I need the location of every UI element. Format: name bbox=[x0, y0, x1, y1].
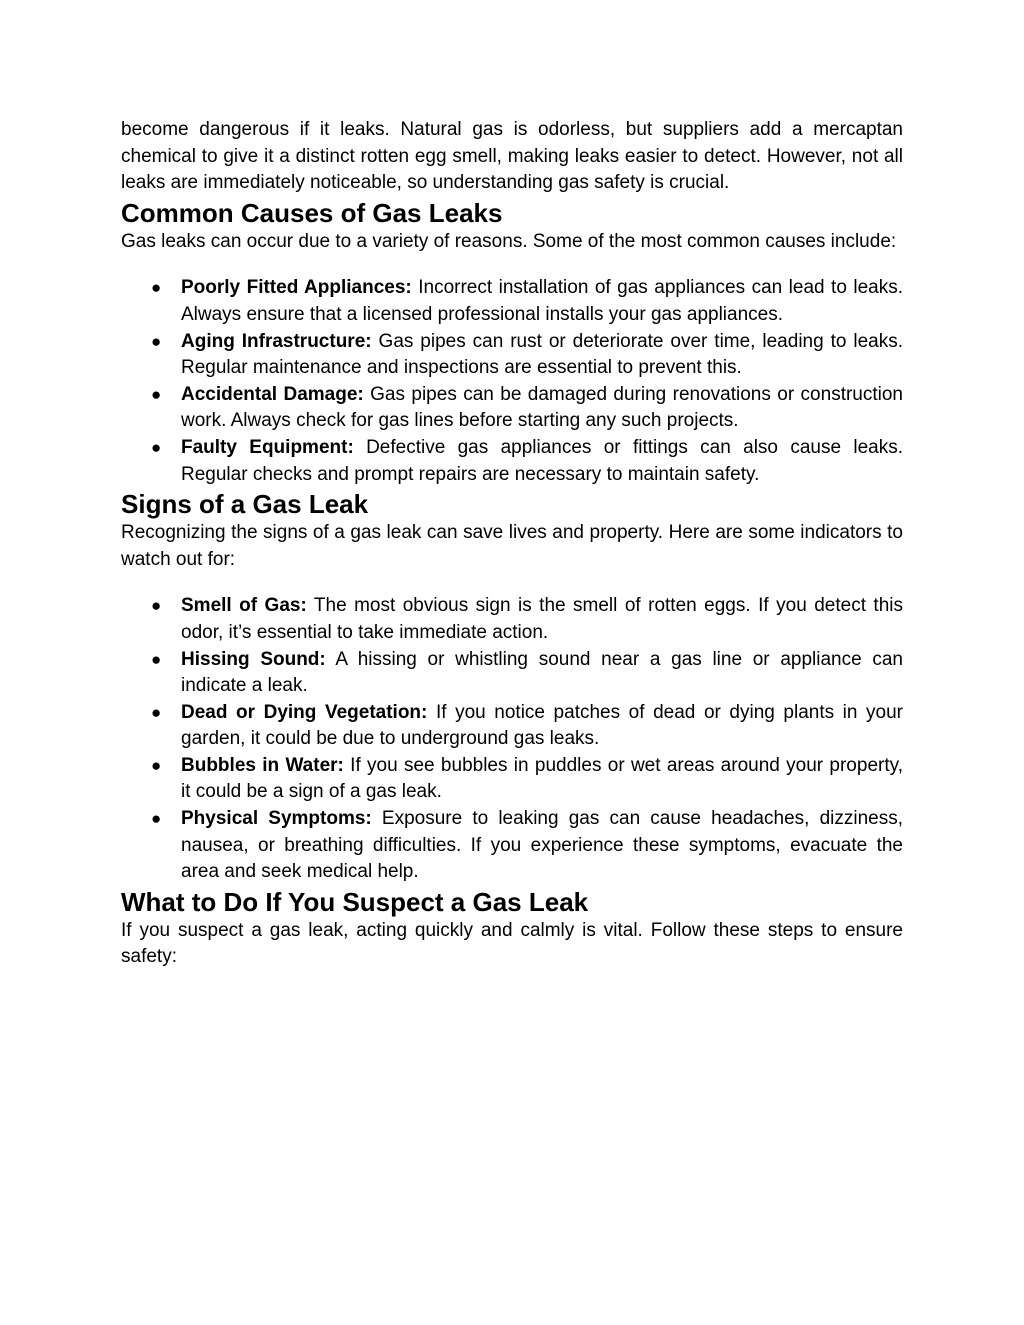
list-item-term: Bubbles in Water: bbox=[181, 754, 344, 776]
list-item-term: Aging Infrastructure: bbox=[181, 330, 372, 352]
list-item bbox=[121, 647, 903, 700]
list-item-term: Accidental Damage: bbox=[181, 383, 364, 405]
list-item bbox=[121, 435, 903, 488]
list-item-term: Poorly Fitted Appliances: bbox=[181, 277, 412, 299]
heading-signs-of-leak: Signs of a Gas Leak bbox=[121, 489, 369, 520]
bullet-icon: ● bbox=[151, 384, 162, 404]
list-item-text: Defective gas appliances or fittings can also cause leaks. Regular checks and prompt repairs are necessary to maintain safety. bbox=[181, 436, 903, 485]
intro-paragraph: become dangerous if it leaks. Natural gas is odorless, but suppliers add a mercaptan chemical to give it a distinct rotten egg smell, making leaks easier to detect. However, not all leaks are immediately noticeable, so understanding gas safety is crucial. bbox=[121, 119, 903, 194]
list-item-text: If you see bubbles in puddles or wet areas around your property, it could be a sign of a gas leak. bbox=[181, 754, 903, 803]
list-item-text: A hissing or whistling sound near a gas line or appliance can indicate a leak. bbox=[181, 648, 903, 697]
list-item-term: Dead or Dying Vegetation: bbox=[181, 701, 428, 723]
bullet-icon: ● bbox=[151, 649, 162, 669]
list-item-text: If you notice patches of dead or dying plants in your garden, it could be due to underground gas leaks. bbox=[181, 701, 904, 750]
bullet-icon: ● bbox=[151, 755, 162, 775]
what-to-do-paragraph: If you suspect a gas leak, acting quickly and calmly is vital. Follow these steps to ensure safety: bbox=[121, 919, 903, 968]
list-item bbox=[121, 382, 903, 435]
list-item-text: Gas pipes can be damaged during renovations or construction work. Always check for gas lines before starting any such projects. bbox=[181, 383, 903, 432]
list-item-text: Exposure to leaking gas can cause headaches, dizziness, nausea, or breathing difficulties. If you experience these symptoms, evacuate the area and seek medical help. bbox=[181, 808, 903, 883]
list-item bbox=[121, 753, 903, 806]
heading-what-to-do: What to Do If You Suspect a Gas Leak bbox=[121, 886, 589, 917]
list-item bbox=[121, 593, 903, 646]
list-item bbox=[121, 329, 903, 382]
list-item-text: The most obvious sign is the smell of rotten eggs. If you detect this odor, it’s essential to take immediate action. bbox=[181, 595, 903, 643]
bullet-icon: ● bbox=[151, 331, 162, 351]
document-page bbox=[121, 117, 903, 971]
bullet-icon: ● bbox=[151, 702, 162, 722]
list-item bbox=[121, 700, 903, 753]
list-item-text: Gas pipes can rust or deteriorate over time, leading to leaks. Regular maintenance and inspections are essential to prevent this. bbox=[181, 330, 904, 379]
list-item bbox=[121, 806, 903, 886]
bullet-icon: ● bbox=[151, 278, 162, 298]
list-item bbox=[121, 275, 903, 328]
causes-paragraph: Gas leaks can occur due to a variety of reasons. Some of the most common causes include: bbox=[121, 230, 897, 252]
signs-paragraph: Recognizing the signs of a gas leak can save lives and property. Here are some indicators to watch out for: bbox=[121, 522, 903, 570]
bullet-icon: ● bbox=[151, 596, 162, 616]
bullet-icon: ● bbox=[151, 437, 162, 457]
list-item-term: Smell of Gas: bbox=[181, 595, 307, 617]
list-item-term: Hissing Sound: bbox=[181, 648, 326, 670]
list-item-text: Incorrect installation of gas appliances can lead to leaks. Always ensure that a licensed professional installs your gas appliances. bbox=[181, 277, 903, 325]
causes-list bbox=[121, 275, 903, 488]
heading-common-causes: Common Causes of Gas Leaks bbox=[121, 197, 503, 228]
bullet-icon: ● bbox=[151, 809, 162, 829]
list-item-term: Physical Symptoms: bbox=[181, 808, 372, 830]
signs-list bbox=[121, 593, 903, 886]
list-item-term: Faulty Equipment: bbox=[181, 436, 354, 458]
